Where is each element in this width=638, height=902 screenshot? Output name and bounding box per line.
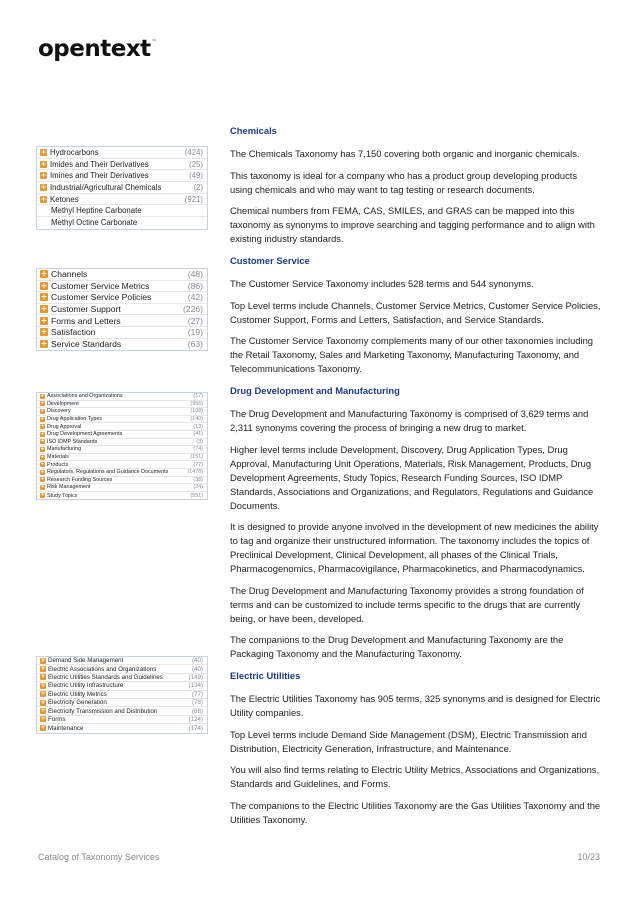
tree-row-label: Electricity Transmission and Distribution	[48, 707, 158, 715]
tree-row-count: (68)	[191, 707, 203, 715]
plus-icon[interactable]: +	[40, 707, 46, 715]
plus-icon[interactable]: +	[40, 657, 46, 664]
tree-row-count: (140)	[190, 416, 203, 423]
tree-row[interactable]	[37, 194, 207, 206]
tree-row-count: (2)	[193, 182, 203, 192]
plus-icon[interactable]: +	[40, 393, 45, 399]
tree-row-count: (41)	[193, 431, 203, 438]
tree-row[interactable]	[37, 147, 207, 159]
tree-row-label: Electricity Generation	[48, 699, 107, 707]
plus-icon[interactable]: +	[40, 159, 47, 168]
tree-row-count: (151)	[190, 454, 203, 461]
tree-row-label: Methyl Octine Carbonate	[51, 218, 138, 228]
plus-icon[interactable]: +	[40, 454, 45, 460]
tree-row-label-group	[40, 401, 79, 407]
tree-row-count: (3)	[196, 438, 203, 445]
tree-row[interactable]	[37, 724, 207, 732]
tree-row[interactable]	[37, 269, 207, 281]
plus-icon[interactable]: +	[40, 446, 45, 452]
tree-row-count: (40)	[191, 657, 203, 665]
tree-row-label-group	[40, 269, 87, 279]
tree-row-count: (551)	[190, 492, 203, 499]
tree-row-label: Electric Associations and Organizations	[48, 665, 157, 673]
tree-row-label-group	[40, 148, 99, 157]
tree-row[interactable]	[37, 454, 207, 462]
section-heading: Electric Utilities	[230, 670, 301, 681]
tree-row-label-group	[40, 493, 77, 499]
tree-row-label: Customer Service Policies	[51, 292, 152, 303]
tree-row-label: Industrial/Agricultural Chemicals	[50, 182, 162, 192]
tree-row-count: (424)	[184, 147, 203, 157]
tree-row-label-group	[40, 304, 121, 314]
tree-row-label: Service Standards	[51, 339, 122, 350]
tree-row-label-group	[40, 725, 83, 732]
tree-row-label-group	[40, 666, 156, 673]
tree-row-count: (149)	[188, 673, 203, 681]
tree-row[interactable]	[37, 408, 207, 416]
tree-row[interactable]	[37, 461, 207, 469]
tree-row-label-group	[40, 183, 161, 192]
tree-row-count: (74)	[193, 446, 203, 453]
tree-row[interactable]	[37, 674, 207, 682]
tree-row[interactable]	[37, 315, 207, 327]
tree-row-label: Customer Service Metrics	[51, 280, 150, 291]
tree-row-label-group	[40, 316, 121, 326]
section-paragraph: The companions to the Electric Utilities Taxonomy are the Gas Utilities Taxonomy and the Utilities Taxonomy.	[230, 799, 601, 825]
plus-icon[interactable]: +	[40, 476, 45, 483]
main-content	[230, 124, 602, 834]
chemicals-taxonomy-tree	[36, 146, 208, 230]
plus-icon[interactable]: +	[40, 492, 45, 499]
plus-icon[interactable]: +	[40, 431, 45, 437]
section	[230, 254, 602, 376]
tree-row-label-group	[40, 195, 79, 204]
section-paragraph: You will also find terms relating to Electric Utility Metrics, Associations and Organizations, Standards and Guidelines, and Forms.	[230, 764, 600, 789]
tree-row-label: Materials	[47, 454, 69, 461]
tree-row-count: (134)	[188, 682, 203, 690]
opentext-logo	[38, 36, 155, 62]
tree-row[interactable]	[37, 401, 207, 409]
tree-row-label-group	[40, 462, 68, 468]
section-paragraph: The Drug Development and Manufacturing Taxonomy is comprised of 3,629 terms and 2,311 synonyms covering the process of bringing a new drug to market.	[230, 408, 589, 433]
tree-row[interactable]	[37, 469, 207, 477]
logo-text: opentext	[38, 36, 151, 62]
tree-row-count: (108)	[190, 408, 203, 415]
tree-row-label-group	[40, 218, 137, 227]
tree-row[interactable]	[37, 492, 207, 500]
section-paragraph: Higher level terms include Development, Discovery, Drug Application Types, Drug Approval, Manufacturing Unit Operations, Materials, Risk Management, Products, Drug Development Agreements, Study Topics, Research Funding Sources, ISO IDMP Standards, Associations and Organizations, and Regulators, Regulations and Guidance Documents.	[230, 443, 594, 511]
tree-row-count: (38)	[193, 476, 203, 483]
plus-icon[interactable]: +	[40, 724, 46, 732]
tree-row-label-group	[40, 206, 142, 215]
tree-row[interactable]	[37, 281, 207, 293]
tree-row-label: Maintenance	[48, 724, 84, 732]
customer-service-taxonomy-tree	[36, 268, 208, 351]
tree-row-label: Channels	[51, 269, 88, 280]
tree-row-count: (78)	[191, 699, 203, 707]
tree-row-label-group	[40, 439, 97, 445]
tree-row-label-group	[40, 393, 123, 399]
plus-icon[interactable]: +	[40, 147, 47, 156]
tree-row-label: Products	[47, 461, 69, 468]
tree-row[interactable]	[37, 477, 207, 485]
tree-row-label: Drug Approval	[47, 423, 82, 430]
tree-row-label-group	[40, 160, 149, 169]
tree-row[interactable]	[37, 699, 207, 707]
tree-row-label: Demand Side Management	[48, 657, 124, 665]
plus-icon[interactable]: +	[40, 327, 48, 337]
tree-row[interactable]	[37, 182, 207, 194]
section-paragraph: The Drug Development and Manufacturing Taxonomy provides a strong foundation of terms and can be customized to include terms specific to the drugs that are currently being, or have been, developed.	[230, 584, 584, 624]
section-paragraph: The Chemicals Taxonomy has 7,150 covering both organic and inorganic chemicals.	[230, 148, 580, 159]
plus-icon[interactable]: +	[40, 182, 47, 191]
section	[230, 124, 602, 246]
tree-row-label-group	[40, 292, 151, 302]
tree-row-label-group	[40, 469, 168, 475]
tree-row[interactable]	[37, 339, 207, 351]
tree-row[interactable]	[37, 665, 207, 673]
tree-row-label: Imides and Their Derivatives	[50, 159, 149, 169]
tree-row-label: Associations and Organizations	[47, 393, 123, 400]
section-paragraph: Chemical numbers from FEMA, CAS, SMILES, and GRAS can be mapped into this taxonomy as synonyms to improve searching and tagging performance and to align with existing industry standards.	[230, 205, 595, 244]
plus-icon[interactable]: +	[40, 304, 48, 314]
section-paragraph: The Customer Service Taxonomy complements many of our other taxonomies including the Retail Taxonomy, Sales and Marketing Taxonomy, Manufacturing Taxonomy, and Telecommunications Taxonomy.	[230, 335, 594, 374]
tree-row-label: Development	[47, 400, 79, 407]
tree-row[interactable]	[37, 707, 207, 715]
tree-row-label-group	[40, 281, 149, 291]
section-paragraph: This taxonomy is ideal for a company who has a product group developing products using chemicals and who may want to tag testing or research documents.	[230, 169, 578, 195]
page-number: 10/23	[577, 852, 600, 862]
tree-row-label: Electric Utility Metrics	[48, 690, 107, 698]
section-heading: Customer Service	[230, 255, 310, 266]
plus-icon[interactable]: +	[40, 461, 45, 468]
tree-row-label: Forms and Letters	[51, 315, 121, 326]
tree-row-label-group	[40, 657, 123, 664]
tree-row-label-group	[40, 484, 90, 490]
tree-row-label: Regulators, Regulations and Guidance Documents	[47, 469, 169, 476]
plus-icon[interactable]: +	[40, 408, 45, 414]
section-paragraph: Top Level terms include Demand Side Management (DSM), Electric Transmission and Distribution, Electricity Generation, Infrastructure, and Maintenance.	[230, 728, 587, 754]
tree-row-count: (24)	[193, 484, 203, 491]
tree-row[interactable]	[37, 439, 207, 447]
tree-row-label: Electric Utility Infrastructure	[48, 682, 124, 690]
tree-row[interactable]	[37, 446, 207, 454]
plus-icon[interactable]: +	[40, 484, 45, 490]
plus-icon[interactable]: +	[40, 339, 48, 349]
tree-row-count: (174)	[188, 724, 203, 732]
section-paragraph: The companions to the Drug Development and Manufacturing Taxonomy are the Packaging Taxonomy and the Manufacturing Taxonomy.	[230, 634, 564, 659]
plus-icon[interactable]: +	[40, 682, 46, 689]
tree-row-count: (49)	[189, 171, 203, 181]
tree-row-label: Discovery	[47, 408, 71, 415]
plus-icon[interactable]: +	[40, 400, 45, 407]
section	[230, 384, 602, 661]
tree-row[interactable]	[37, 484, 207, 492]
tree-row-count: (921)	[184, 194, 203, 204]
plus-icon[interactable]: +	[40, 315, 48, 325]
tree-row-count: (19)	[187, 327, 203, 338]
tree-row-count: (27)	[187, 315, 203, 326]
tree-row[interactable]	[37, 716, 207, 724]
plus-icon[interactable]: +	[40, 171, 47, 180]
tree-row-label: Risk Management	[47, 484, 91, 491]
plus-icon[interactable]: +	[40, 469, 45, 475]
tree-row-count: (77)	[191, 690, 203, 698]
plus-icon[interactable]: +	[40, 292, 48, 302]
tree-row-count: (40)	[191, 665, 203, 673]
plus-icon[interactable]: +	[40, 699, 46, 706]
tree-row-label: Drug Development Agreements	[47, 431, 123, 438]
plus-icon[interactable]: +	[40, 280, 48, 290]
tree-row-label: Imines and Their Derivatives	[50, 171, 149, 181]
drug-development-taxonomy-tree	[36, 392, 208, 500]
tree-row-count: (956)	[190, 400, 203, 407]
plus-icon[interactable]: +	[40, 690, 46, 698]
logo-tm: ™	[151, 39, 157, 45]
tree-row-label: Methyl Heptine Carbonate	[51, 206, 142, 216]
tree-row-label: Forms	[48, 715, 66, 723]
tree-row-count: (25)	[189, 159, 203, 169]
tree-row-label-group	[40, 424, 81, 430]
tree-row[interactable]	[37, 327, 207, 339]
tree-row-label: Hydrocarbons	[50, 147, 99, 157]
section-paragraph: Top Level terms include Channels, Customer Service Metrics, Customer Service Policies, Customer Support, Forms and Letters, Satisfaction, and Service Standards.	[230, 299, 601, 325]
section	[230, 669, 602, 827]
tree-row[interactable]	[37, 304, 207, 316]
tree-row-label-group	[40, 708, 157, 715]
tree-row-label-group	[40, 408, 71, 414]
tree-row-label-group	[40, 446, 81, 452]
section-heading: Chemicals	[230, 125, 277, 136]
tree-row-label-group	[40, 716, 66, 723]
tree-row-label-group	[40, 327, 95, 337]
tree-row[interactable]	[37, 217, 207, 229]
tree-row-label: Study Topics	[47, 492, 78, 499]
tree-row-label: Manufacturing	[47, 446, 82, 453]
tree-row[interactable]	[37, 657, 207, 665]
plus-icon[interactable]: +	[40, 715, 46, 723]
tree-row-label: Customer Support	[51, 304, 121, 315]
tree-row[interactable]	[37, 416, 207, 424]
footer-title: Catalog of Taxonomy Services	[38, 852, 160, 862]
tree-row[interactable]	[37, 691, 207, 699]
tree-row[interactable]	[37, 205, 207, 217]
section-heading: Drug Development and Manufacturing	[230, 385, 400, 396]
tree-row[interactable]	[37, 393, 207, 401]
tree-row-label-group	[40, 699, 107, 706]
tree-row-label-group	[40, 682, 123, 689]
tree-row-count: (48)	[187, 269, 203, 280]
tree-row-count: (1478)	[187, 469, 203, 476]
tree-row-label: Electric Utilities Standards and Guidelines	[48, 673, 163, 681]
tree-row-count: (86)	[187, 280, 203, 291]
tree-row-label: Drug Application Types	[47, 416, 103, 423]
section-paragraph: It is designed to provide anyone involved in the development of new medicines the ability to tag and organize their unstructured information. The taxonomy includes the topics of Preclinical Development, Clinical Development, all phases of the Clinical Trials, Pharmacogenomics, Pharmacovigilance, Pharmacokinetics, and Pharmacodynamics.	[230, 521, 599, 574]
tree-row[interactable]	[37, 423, 207, 431]
tree-row-label-group	[40, 171, 149, 180]
plus-icon[interactable]: +	[40, 269, 48, 279]
tree-row-label-group	[40, 674, 163, 681]
section-paragraph: The Electric Utilities Taxonomy has 905 terms, 325 synonyms and is designed for Electric Utility companies.	[230, 693, 601, 718]
plus-icon[interactable]: +	[40, 665, 46, 673]
tree-row-label: Research Funding Sources	[47, 476, 113, 483]
tree-row-count: (17)	[193, 393, 203, 400]
tree-row[interactable]	[37, 159, 207, 171]
tree-row-label-group	[40, 454, 69, 460]
plus-icon[interactable]: +	[40, 438, 45, 445]
tree-row[interactable]	[37, 431, 207, 439]
tree-row[interactable]	[37, 682, 207, 690]
tree-row-count: (63)	[187, 339, 203, 350]
electric-utilities-taxonomy-tree	[36, 656, 208, 734]
plus-icon[interactable]: +	[40, 673, 46, 681]
tree-row-label-group	[40, 477, 112, 483]
tree-row-label-group	[40, 691, 107, 698]
tree-row-count: (42)	[187, 292, 203, 303]
section-paragraph: The Customer Service Taxonomy includes 528 terms and 544 synonyms.	[230, 278, 534, 289]
tree-row-count: (77)	[193, 461, 203, 468]
tree-row-label-group	[40, 339, 121, 349]
tree-row-label: Ketones	[50, 194, 79, 204]
plus-icon[interactable]: +	[40, 423, 45, 430]
tree-row-label: Satisfaction	[51, 327, 96, 338]
tree-row-label-group	[40, 416, 102, 422]
tree-row-label-group	[40, 431, 122, 437]
tree-row[interactable]	[37, 170, 207, 182]
plus-icon[interactable]: +	[40, 416, 45, 422]
tree-row-count: (13)	[193, 423, 203, 430]
plus-icon[interactable]: +	[40, 194, 47, 203]
tree-row-count: (124)	[188, 715, 203, 723]
tree-row-label: ISO IDMP Standards	[47, 438, 98, 445]
tree-row[interactable]	[37, 292, 207, 304]
tree-row-count: (226)	[182, 304, 203, 315]
